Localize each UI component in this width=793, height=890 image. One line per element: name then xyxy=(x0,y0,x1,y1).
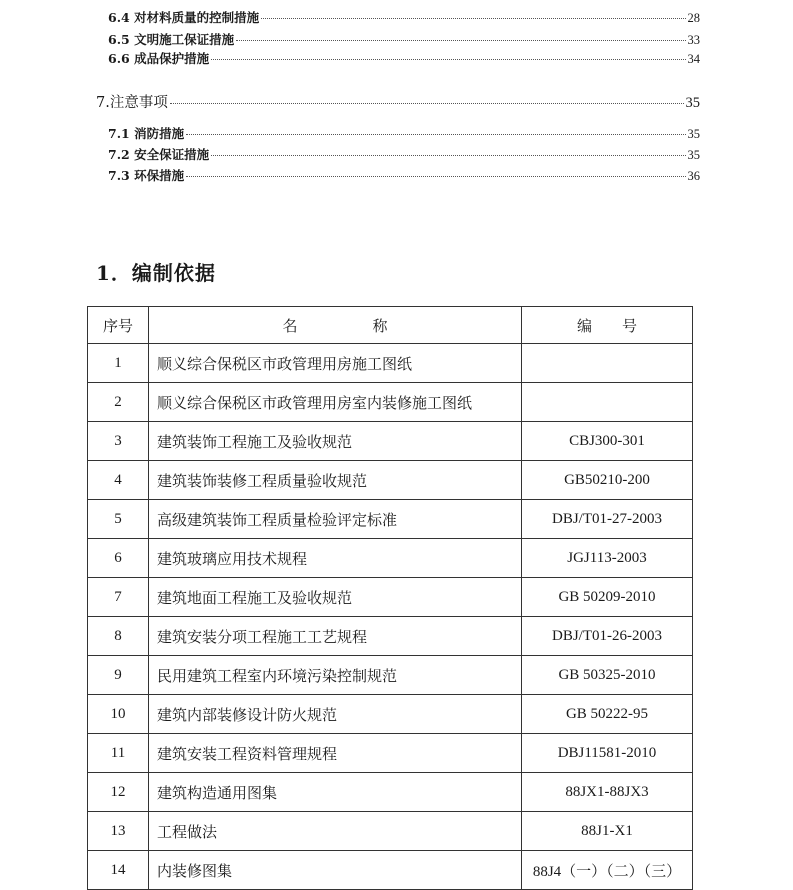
row-code: DBJ/T01-27-2003 xyxy=(522,500,693,539)
toc-page-number: 34 xyxy=(687,52,700,66)
table-row xyxy=(88,383,693,422)
table-row xyxy=(88,773,693,812)
toc-page-number: 28 xyxy=(687,11,700,25)
section-title: 1．编制依据 xyxy=(96,261,216,285)
row-code: JGJ113-2003 xyxy=(522,539,693,578)
table-row xyxy=(88,500,693,539)
row-code: 88JX1-88JX3 xyxy=(522,773,693,812)
toc-dot-leader xyxy=(186,176,685,177)
row-no: 8 xyxy=(88,617,149,656)
toc-entry-7-1 xyxy=(108,124,700,142)
row-name: 民用建筑工程室内环境污染控制规范 xyxy=(149,656,522,695)
toc-entry-label: 7.1 消防措施 xyxy=(108,126,185,141)
row-no: 2 xyxy=(88,383,149,422)
table-row xyxy=(88,422,693,461)
toc-entry-7 xyxy=(96,91,700,112)
row-no: 9 xyxy=(88,656,149,695)
toc-entry-label: 7.3 环保措施 xyxy=(108,168,185,183)
row-no: 14 xyxy=(88,851,149,890)
table-row xyxy=(88,851,693,890)
toc-dot-leader xyxy=(211,59,685,60)
row-no: 12 xyxy=(88,773,149,812)
row-no: 11 xyxy=(88,734,149,773)
table-header-row xyxy=(88,307,693,344)
toc-entry-label: 7.注意事项 xyxy=(96,95,168,111)
toc-entry-7-3 xyxy=(108,166,700,184)
row-code: DBJ11581-2010 xyxy=(522,734,693,773)
row-name: 建筑地面工程施工及验收规范 xyxy=(149,578,522,617)
toc-dot-leader xyxy=(186,134,685,135)
row-code: GB 50325-2010 xyxy=(522,656,693,695)
table-row xyxy=(88,656,693,695)
toc-dot-leader xyxy=(261,18,685,19)
header-serial-no: 序号 xyxy=(88,307,149,344)
row-no: 1 xyxy=(88,344,149,383)
row-name: 工程做法 xyxy=(149,812,522,851)
toc-dot-leader xyxy=(211,155,685,156)
header-code: 编 号 xyxy=(522,307,693,344)
toc-page-number: 35 xyxy=(687,148,700,162)
table-row xyxy=(88,344,693,383)
row-name: 建筑装饰工程施工及验收规范 xyxy=(149,422,522,461)
row-name: 建筑安装工程资料管理规程 xyxy=(149,734,522,773)
table-row xyxy=(88,578,693,617)
toc-entry-6-5 xyxy=(108,30,700,48)
toc-dot-leader xyxy=(236,40,685,41)
row-name: 顺义综合保税区市政管理用房室内装修施工图纸 xyxy=(149,383,522,422)
row-no: 4 xyxy=(88,461,149,500)
table-row xyxy=(88,812,693,851)
row-code: DBJ/T01-26-2003 xyxy=(522,617,693,656)
row-no: 13 xyxy=(88,812,149,851)
toc-entry-label: 6.4 对材料质量的控制措施 xyxy=(108,10,260,25)
row-code: CBJ300-301 xyxy=(522,422,693,461)
toc-page-number: 35 xyxy=(685,95,700,111)
row-name: 建筑装饰装修工程质量验收规范 xyxy=(149,461,522,500)
row-name: 高级建筑装饰工程质量检验评定标准 xyxy=(149,500,522,539)
row-name: 建筑构造通用图集 xyxy=(149,773,522,812)
row-name: 内装修图集 xyxy=(149,851,522,890)
row-no: 7 xyxy=(88,578,149,617)
row-code xyxy=(522,383,693,422)
toc-entry-label: 6.5 文明施工保证措施 xyxy=(108,32,235,47)
table-row xyxy=(88,461,693,500)
toc-entry-label: 7.2 安全保证措施 xyxy=(108,147,210,162)
row-no: 5 xyxy=(88,500,149,539)
table-row xyxy=(88,734,693,773)
table-row xyxy=(88,695,693,734)
toc-page-number: 33 xyxy=(687,33,700,47)
row-no: 10 xyxy=(88,695,149,734)
row-code: GB 50222-95 xyxy=(522,695,693,734)
row-code: 88J4（一）（二）（三） xyxy=(522,851,693,890)
header-name: 名 称 xyxy=(149,307,522,344)
row-code: GB 50209-2010 xyxy=(522,578,693,617)
toc-entry-label: 6.6 成品保护措施 xyxy=(108,51,210,66)
toc-page-number: 35 xyxy=(687,127,700,141)
row-name: 建筑内部装修设计防火规范 xyxy=(149,695,522,734)
toc-dot-leader xyxy=(170,103,684,104)
table-row xyxy=(88,617,693,656)
row-name: 建筑玻璃应用技术规程 xyxy=(149,539,522,578)
toc-entry-7-2 xyxy=(108,145,700,163)
row-code: GB50210-200 xyxy=(522,461,693,500)
row-no: 3 xyxy=(88,422,149,461)
toc-entry-6-6 xyxy=(108,49,700,67)
row-name: 顺义综合保税区市政管理用房施工图纸 xyxy=(149,344,522,383)
row-name: 建筑安装分项工程施工工艺规程 xyxy=(149,617,522,656)
row-code: 88J1-X1 xyxy=(522,812,693,851)
basis-table xyxy=(87,306,693,890)
row-no: 6 xyxy=(88,539,149,578)
table-row xyxy=(88,539,693,578)
toc-page-number: 36 xyxy=(687,169,700,183)
row-code xyxy=(522,344,693,383)
toc-entry-6-4 xyxy=(108,8,700,26)
